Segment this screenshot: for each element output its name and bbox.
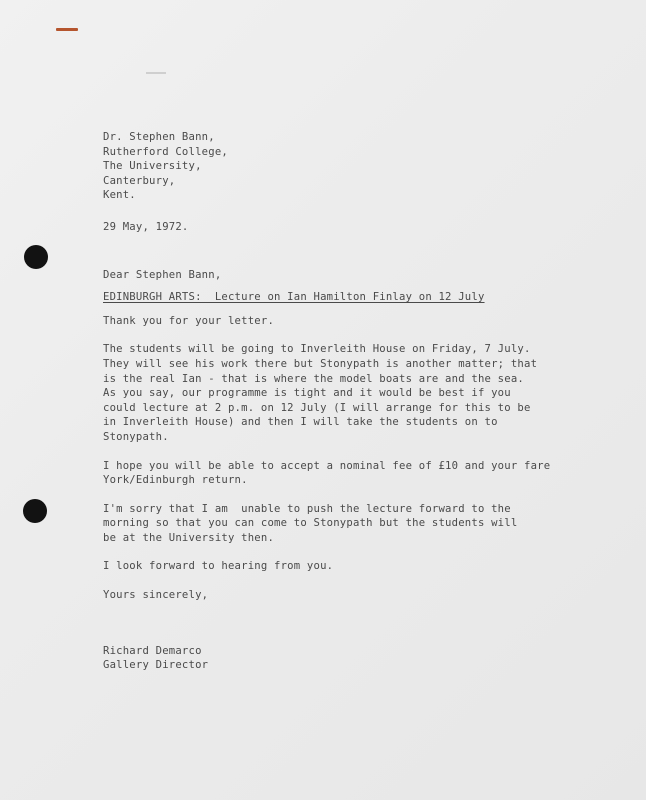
paragraph-line: They will see his work there but Stonypath is another matter; that xyxy=(103,357,538,370)
date-text: 29 May, 1972. xyxy=(103,220,189,233)
paragraph-line: I'm sorry that I am unable to push the lecture forward to the xyxy=(103,502,511,515)
punch-hole-bottom xyxy=(23,499,47,523)
closing-text: Yours sincerely, xyxy=(103,589,209,602)
address-line: The University, xyxy=(103,160,202,173)
paragraph-line: I look forward to hearing from you. xyxy=(103,560,334,573)
signature-block xyxy=(103,644,573,673)
signer-name: Richard Demarco xyxy=(103,644,202,657)
subject-text: EDINBURGH ARTS: Lecture on Ian Hamilton Finlay on 12 July xyxy=(103,291,485,304)
paragraph-line: The students will be going to Inverleith House on Friday, 7 July. xyxy=(103,343,531,356)
paragraph-line: Stonypath. xyxy=(103,430,169,443)
letter-body xyxy=(103,130,573,673)
salutation xyxy=(103,268,573,283)
paragraph-apology xyxy=(103,502,573,546)
paragraph-line: York/Edinburgh return. xyxy=(103,474,248,487)
recipient-address xyxy=(103,130,573,203)
address-line: Kent. xyxy=(103,189,136,202)
signer-title: Gallery Director xyxy=(103,659,209,672)
paragraph-line: is the real Ian - that is where the model boats are and the sea. xyxy=(103,372,524,385)
paragraph-line: morning so that you can come to Stonypath but the students will xyxy=(103,517,518,530)
closing xyxy=(103,588,573,603)
paragraph-line: As you say, our programme is tight and it would be best if you xyxy=(103,387,511,400)
paragraph-thanks xyxy=(103,314,573,329)
paragraph-fee xyxy=(103,459,573,488)
address-line: Canterbury, xyxy=(103,174,176,187)
punch-hole-top xyxy=(24,245,48,269)
paragraph-closing-remark xyxy=(103,559,573,574)
paragraph-line: could lecture at 2 p.m. on 12 July (I will arrange for this to be xyxy=(103,401,531,414)
letter-date xyxy=(103,220,573,235)
paragraph-line: I hope you will be able to accept a nominal fee of £10 and your fare xyxy=(103,459,551,472)
salutation-text: Dear Stephen Bann, xyxy=(103,268,222,281)
address-line: Rutherford College, xyxy=(103,145,228,158)
address-line: Dr. Stephen Bann, xyxy=(103,131,215,143)
faint-mark xyxy=(146,72,166,74)
paragraph-line: in Inverleith House) and then I will take the students on to xyxy=(103,416,498,429)
paragraph-schedule xyxy=(103,342,573,444)
red-pencil-mark xyxy=(56,28,78,31)
paragraph-line: be at the University then. xyxy=(103,531,275,544)
paragraph-line: Thank you for your letter. xyxy=(103,314,275,327)
subject-line xyxy=(103,290,573,305)
